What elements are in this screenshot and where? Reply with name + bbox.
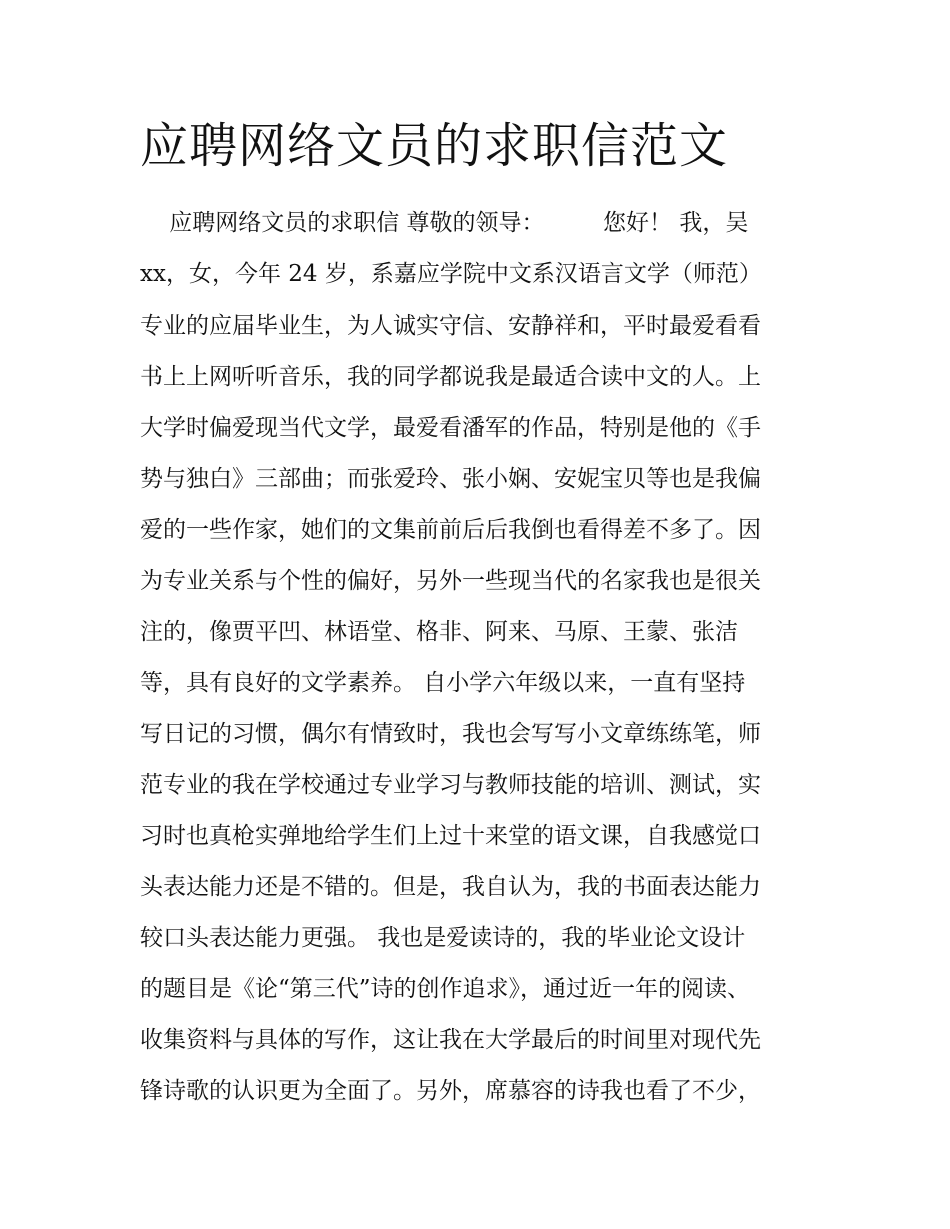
body-line: 等，具有良好的文学素养。 自小学六年级以来，一直有坚持 bbox=[140, 670, 746, 696]
body-line: xx，女，今年 24 岁，系嘉应学院中文系汉语言文学（师范） bbox=[140, 261, 762, 287]
body-line: 范专业的我在学校通过专业学习与教师技能的培训、测试，实 bbox=[140, 772, 761, 798]
body-line: 书上上网听听音乐，我的同学都说我是最适合读中文的人。上 bbox=[140, 364, 761, 390]
body-line: 收集资料与具体的写作，这让我在大学最后的时间里对现代先 bbox=[140, 1027, 761, 1053]
body-line: 为专业关系与个性的偏好，另外一些现当代的名家我也是很关 bbox=[140, 568, 761, 594]
body-line: 头表达能力还是不错的。但是，我自认为，我的书面表达能力 bbox=[140, 874, 761, 900]
body-line: 注的，像贾平凹、林语堂、格非、阿来、马原、王蒙、张洁 bbox=[140, 619, 738, 645]
body-line: 势与独白》三部曲；而张爱玲、张小娴、安妮宝贝等也是我偏 bbox=[140, 466, 761, 492]
body-line: 习时也真枪实弹地给学生们上过十来堂的语文课，自我感觉口 bbox=[140, 823, 761, 849]
body-line: 大学时偏爱现当代文学，最爱看潘军的作品，特别是他的《手 bbox=[140, 415, 761, 441]
body-line: 写日记的习惯，偶尔有情致时，我也会写写小文章练练笔，师 bbox=[140, 721, 761, 747]
body-line: 应聘网络文员的求职信 尊敬的领导： 您好！ 我，吴 bbox=[140, 210, 749, 236]
body-line: 的题目是《论“第三代”诗的创作追求》，通过近一年的阅读、 bbox=[140, 976, 751, 1002]
body-line: 爱的一些作家，她们的文集前前后后我倒也看得差不多了。因 bbox=[140, 517, 761, 543]
document-title: 应聘网络文员的求职信范文 bbox=[140, 118, 729, 174]
body-line: 锋诗歌的认识更为全面了。另外，席慕容的诗我也看了不少， bbox=[140, 1078, 761, 1104]
body-line: 较口头表达能力更强。 我也是爱读诗的，我的毕业论文设计 bbox=[140, 925, 746, 951]
body-line: 专业的应届毕业生，为人诚实守信、安静祥和，平时最爱看看 bbox=[140, 313, 761, 339]
